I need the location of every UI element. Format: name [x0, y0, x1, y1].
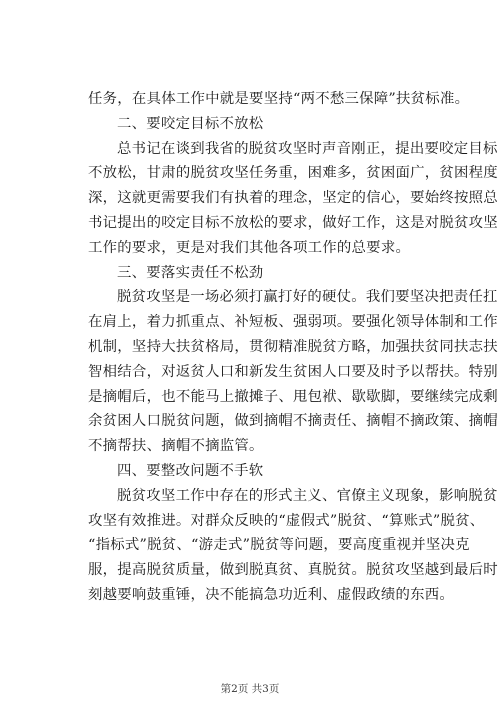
text-line: 不摘帮扶、摘帽不摘监管。 — [88, 438, 264, 455]
text-line: 不放松，甘肃的脱贫攻坚任务重，困难多，贫困面广，贫困程度 — [88, 165, 498, 182]
section-heading: 三、要落实责任不松劲 — [117, 264, 264, 281]
text-line: 刻越要响鼓重锤，决不能搞急功近利、虚假政绩的东西。 — [88, 586, 455, 603]
text-line: 在肩上，着力抓重点、补短板、强弱项。要强化领导体制和工作 — [88, 314, 498, 331]
text-line: 工作的要求，更是对我们其他各项工作的总要求。 — [88, 239, 411, 256]
text-line: 攻坚有效推进。对群众反映的“虚假式”脱贫、“算账式”脱贫、 — [88, 512, 485, 529]
section-heading: 二、要咬定目标不放松 — [117, 115, 264, 132]
section-heading: 四、要整改问题不手软 — [117, 462, 264, 479]
text-line: 书记提出的咬定目标不放松的要求，做好工作，这是对脱贫攻坚 — [88, 214, 498, 231]
text-line: 智相结合，对返贫人口和新发生贫困人口要及时予以帮扶。特别 — [88, 363, 498, 380]
paragraph-first-line: 脱贫攻坚工作中存在的形式主义、官僚主义现象，影响脱贫 — [117, 487, 498, 504]
text-line: 余贫困人口脱贫问题，做到摘帽不摘责任、摘帽不摘政策、摘帽 — [88, 413, 498, 430]
text-line: 深，这就更需要我们有执着的理念，坚定的信心，要始终按照总 — [88, 190, 498, 207]
text-line: 服，提高脱贫质量，做到脱真贫、真脱贫。脱贫攻坚越到最后时 — [88, 562, 498, 579]
text-line: 是摘帽后，也不能马上撤摊子、甩包袱、歇歇脚，要继续完成剩 — [88, 388, 498, 405]
text-line: “指标式”脱贫、“游走式”脱贫等问题，要高度重视并坚决克 — [88, 537, 470, 554]
text-line: 机制，坚持大扶贫格局，贯彻精准脱贫方略，加强扶贫同扶志扶 — [88, 338, 498, 355]
page-footer: 第2页 共3页 — [220, 683, 280, 695]
paragraph-first-line: 脱贫攻坚是一场必须打赢打好的硬仗。我们要坚决把责任扛 — [117, 289, 498, 306]
paragraph-first-line: 总书记在谈到我省的脱贫攻坚时声音刚正，提出要咬定目标 — [117, 140, 498, 157]
text-line: 任务，在具体工作中就是要坚持“两不愁三保障”扶贫标准。 — [88, 91, 470, 107]
document-body — [88, 87, 498, 608]
